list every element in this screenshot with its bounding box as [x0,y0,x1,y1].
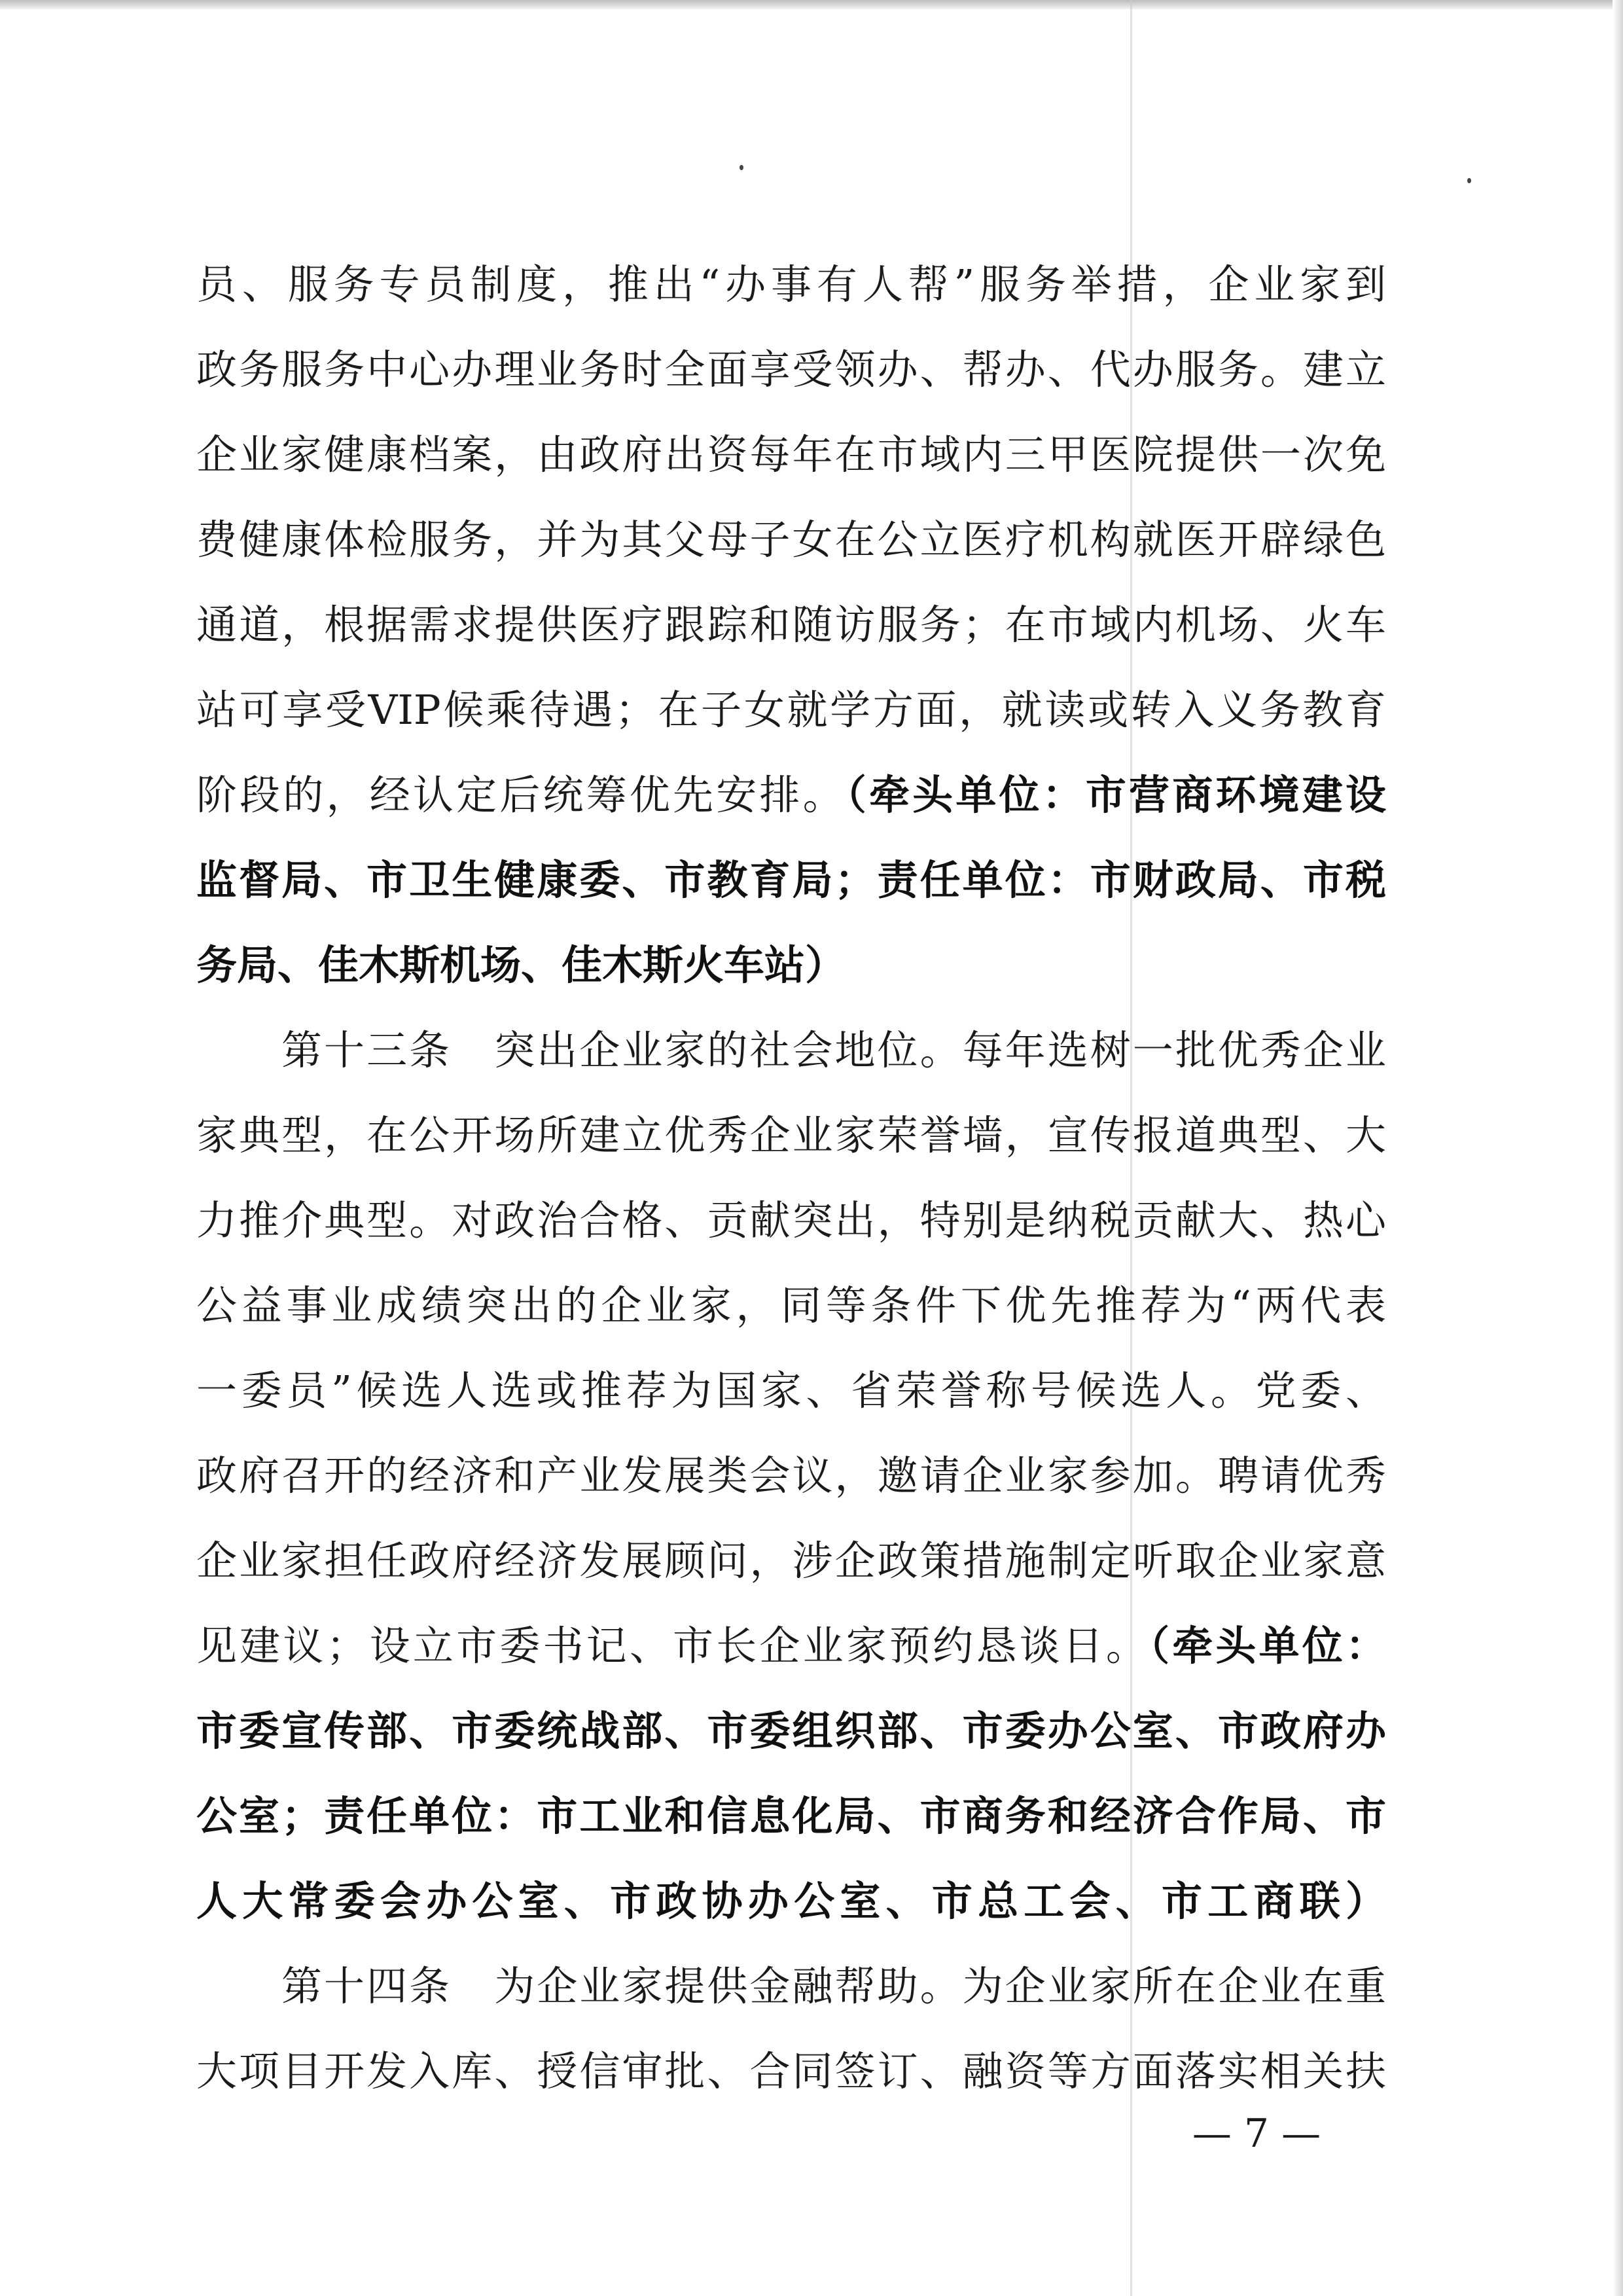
responsible-units-text: 市委宣传部、市委统战部、市委组织部、市委办公室、市政府办 [196,1707,1386,1755]
responsible-units-text: 务局、佳木斯机场、佳木斯火车站） [196,941,846,989]
text-line [196,1518,1386,1604]
responsible-units-text: 人大常委会办公室、市政协办公室、市总工会、市工商联） [196,1877,1386,1925]
text-segment: 家典型，在公开场所建立优秀企业家荣誉墙，宣传报道典型、大 [196,1111,1386,1159]
responsible-units-text: 公室；责任单位：市工业和信息化局、市商务和经济合作局、市 [196,1792,1386,1840]
text-line [196,838,1386,923]
text-line [196,412,1386,497]
text-segment: 阶段的，经认定后统筹优先安排。 [196,771,846,819]
text-line [196,1774,1386,1859]
text-line [196,1604,1386,1689]
text-line [196,1689,1386,1774]
text-segment: 大项目开发入库、授信审批、合同签订、融资等方面落实相关扶 [196,2047,1386,2095]
text-segment: 公益事业成绩突出的企业家，同等条件下优先推荐为“两代表 [196,1282,1386,1329]
responsible-units-text: （牵头单位： [1149,1622,1386,1670]
text-segment: 第十三条 突出企业家的社会地位。每年选树一批优秀企业 [281,1026,1386,1074]
text-line [196,668,1386,753]
text-segment: 费健康体检服务，并为其父母子女在公立医疗机构就医开辟绿色 [196,516,1386,564]
text-segment: 力推介典型。对政治合格、贡献突出，特别是纳税贡献大、热心 [196,1196,1386,1244]
text-segment: 企业家担任政府经济发展顾问，涉企政策措施制定听取企业家意 [196,1537,1386,1585]
text-segment: 一委员”候选人选或推荐为国家、省荣誉称号候选人。党委、 [196,1367,1386,1414]
text-line [196,1178,1386,1263]
text-segment: 政务服务中心办理业务时全面享受领办、帮办、代办服务。建立 [196,346,1386,393]
text-segment: 员、服务专员制度，推出“办事有人帮”服务举措，企业家到 [196,260,1386,308]
responsible-units-text: 监督局、市卫生健康委、市教育局；责任单位：市财政局、市税 [196,856,1386,904]
text-segment: 通道，根据需求提供医疗跟踪和随访服务；在市域内机场、火车 [196,601,1386,649]
text-line [196,1263,1386,1348]
article-13-heading-line [281,1008,1386,1093]
text-line [196,242,1386,327]
text-segment: 政府召开的经济和产业发展类会议，邀请企业家参加。聘请优秀 [196,1452,1386,1499]
text-segment: 见建议；设立市委书记、市长企业家预约恳谈日。 [196,1622,1150,1670]
text-line [196,1348,1386,1433]
text-line [196,923,1386,1008]
text-line [196,327,1386,412]
text-line [196,1433,1386,1518]
text-segment: 企业家健康档案，由政府出资每年在市域内三甲医院提供一次免 [196,431,1386,478]
text-line [196,753,1386,838]
text-line [196,1093,1386,1178]
text-line [196,1859,1386,1944]
text-segment: 站可享受VIP候乘待遇；在子女就学方面，就读或转入义务教育 [196,686,1386,734]
text-segment: 第十四条 为企业家提供金融帮助。为企业家所在企业在重 [281,1962,1386,2010]
page-number: — 7 — [1192,2111,1321,2157]
text-line [196,497,1386,583]
article-14-heading-line [281,1944,1386,2029]
text-line [196,583,1386,668]
responsible-units-text: （牵头单位：市营商环境建设 [846,771,1386,819]
